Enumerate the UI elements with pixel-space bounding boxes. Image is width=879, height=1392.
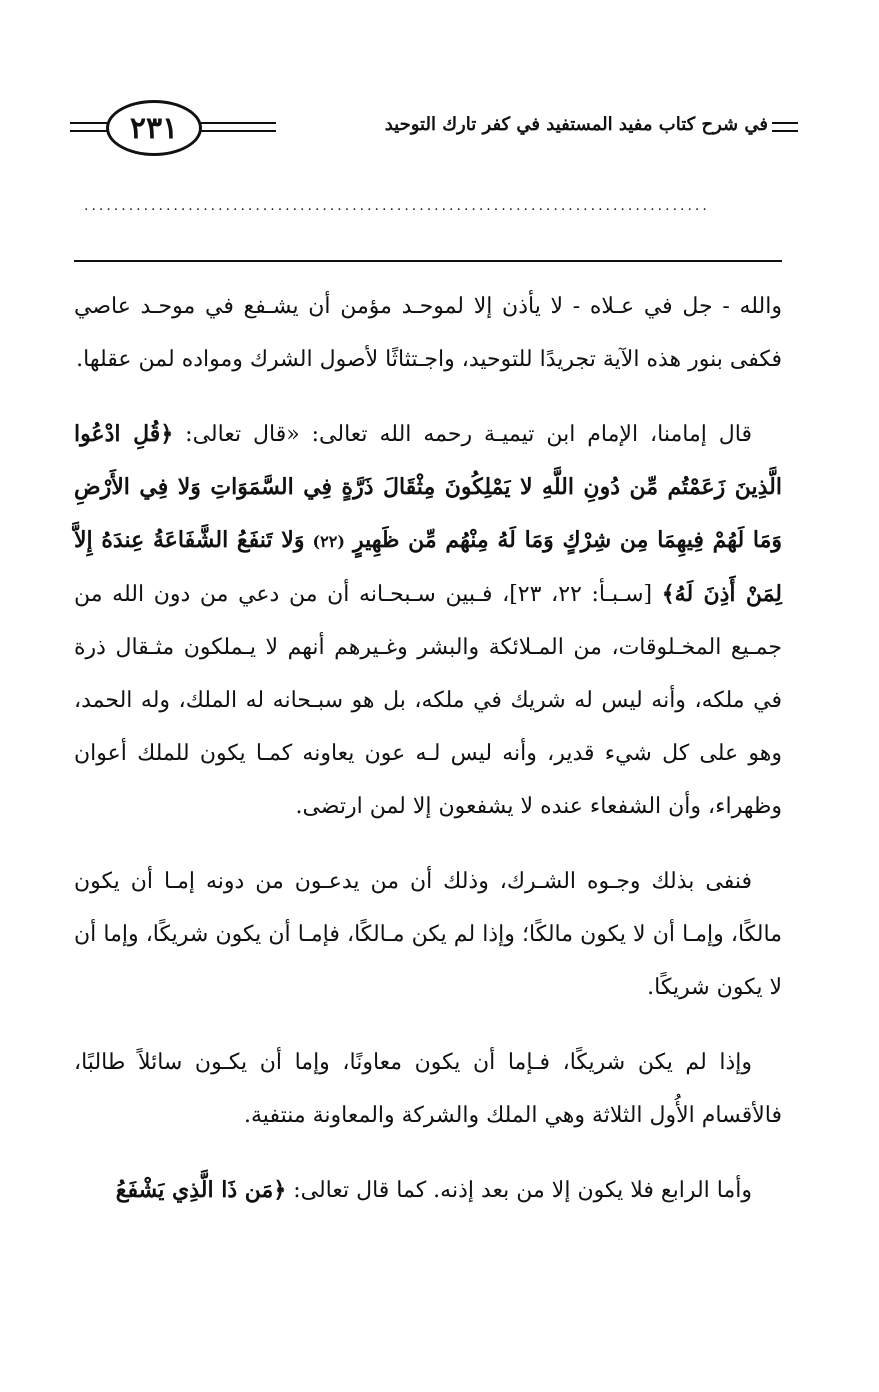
paragraph-4 [74,1036,782,1142]
paragraph-3-text: فنفى بذلك وجـوه الشـرك، وذلك أن من يدعـون من دونه إمـا أن يكون مالكًا، وإمـا أن لا يكون مالكًا؛ وإذا لم يكن مـالكًا، فإمـا أن يكون شريكًا، وإما أن لا يكون شريكًا. [74,869,782,1000]
header-rule-left [70,122,110,132]
quran-quote-3: ﴿مَن ذَا الَّذِي يَشْفَعُ [115,1177,287,1203]
header-rule-middle [200,122,276,132]
paragraph-5-intro: وأما الرابع فلا يكون إلا من بعد إذنه. كما قال تعالى: [286,1178,752,1203]
header-rule-right [772,122,798,132]
dotted-separator: .................................................................................... [84,198,710,214]
paragraph-4-text: وإذا لم يكن شريكًا، فـإما أن يكون معاونًا، وإما أن يكـون سائلاً طالبًا، فالأقسام الأُول الثلاثة وهي الملك والشركة والمعاونة منتفية. [74,1050,782,1128]
verse-number: (٢٢) [312,532,345,551]
paragraph-1 [74,280,782,386]
paragraph-1-text: والله - جل في عـلاه - لا يأذن إلا لموحـد مؤمن أن يشـفع في موحـد عاصي فكفى بنور هذه الآية تجريدًا للتوحيد، واجـتثاثًا لأصول الشرك ومواده لمن عقلها. [74,294,782,372]
horizontal-rule [74,260,782,262]
paragraph-3 [74,855,782,1014]
page-number-badge [106,100,202,156]
quran-quote-2: وَلا تَنفَعُ الشَّفَاعَةُ عِندَهُ إِلاَّ لِمَنْ أَذِنَ لَهُ﴾ [74,527,782,607]
body-text [74,280,782,1239]
quran-quote-1: ﴿قُلِ ادْعُوا الَّذِينَ زَعَمْتُم مِّن دُونِ اللَّهِ لا يَمْلِكُونَ مِثْقَالَ ذَرَّةٍ فِي السَّمَوَاتِ وَلا فِي الأَرْضِ وَمَا لَهُمْ فِيهِمَا مِن شِرْكٍ وَمَا لَهُ مِنْهُم مِّن ظَهِيرٍ [74,421,783,553]
paragraph-2-intro: قال إمامنا، الإمام ابن تيميـة رحمه الله تعالى: «قال تعالى: [173,422,752,447]
paragraph-2 [74,408,782,833]
running-title: في شرح كتاب مفيد المستفيد في كفر تارك التوحيد [384,114,768,135]
page-number: ٢٣١ [129,110,179,146]
paragraph-5 [74,1164,782,1217]
paragraph-2-rest: [سـبـأ: ٢٢، ٢٣]، فـبين سـبحـانه أن من دعي من دون الله من جمـيع المخـلوقات، من المـلائكة والبشر وغـيرهم أنهم لا يـملكون مثـقال ذرة في ملكه، وأنه ليس له شريك في ملكه، بل هو سبـحانه له الملك، وله الحمد، وهو على كل شيء قدير، وأنه ليس لـه عون يعاونه كمـا يكون للملك أعوان وظهراء، وأن الشفعاء عنده لا يشفعون إلا لمن ارتضى. [74,582,782,819]
running-header [70,100,798,160]
